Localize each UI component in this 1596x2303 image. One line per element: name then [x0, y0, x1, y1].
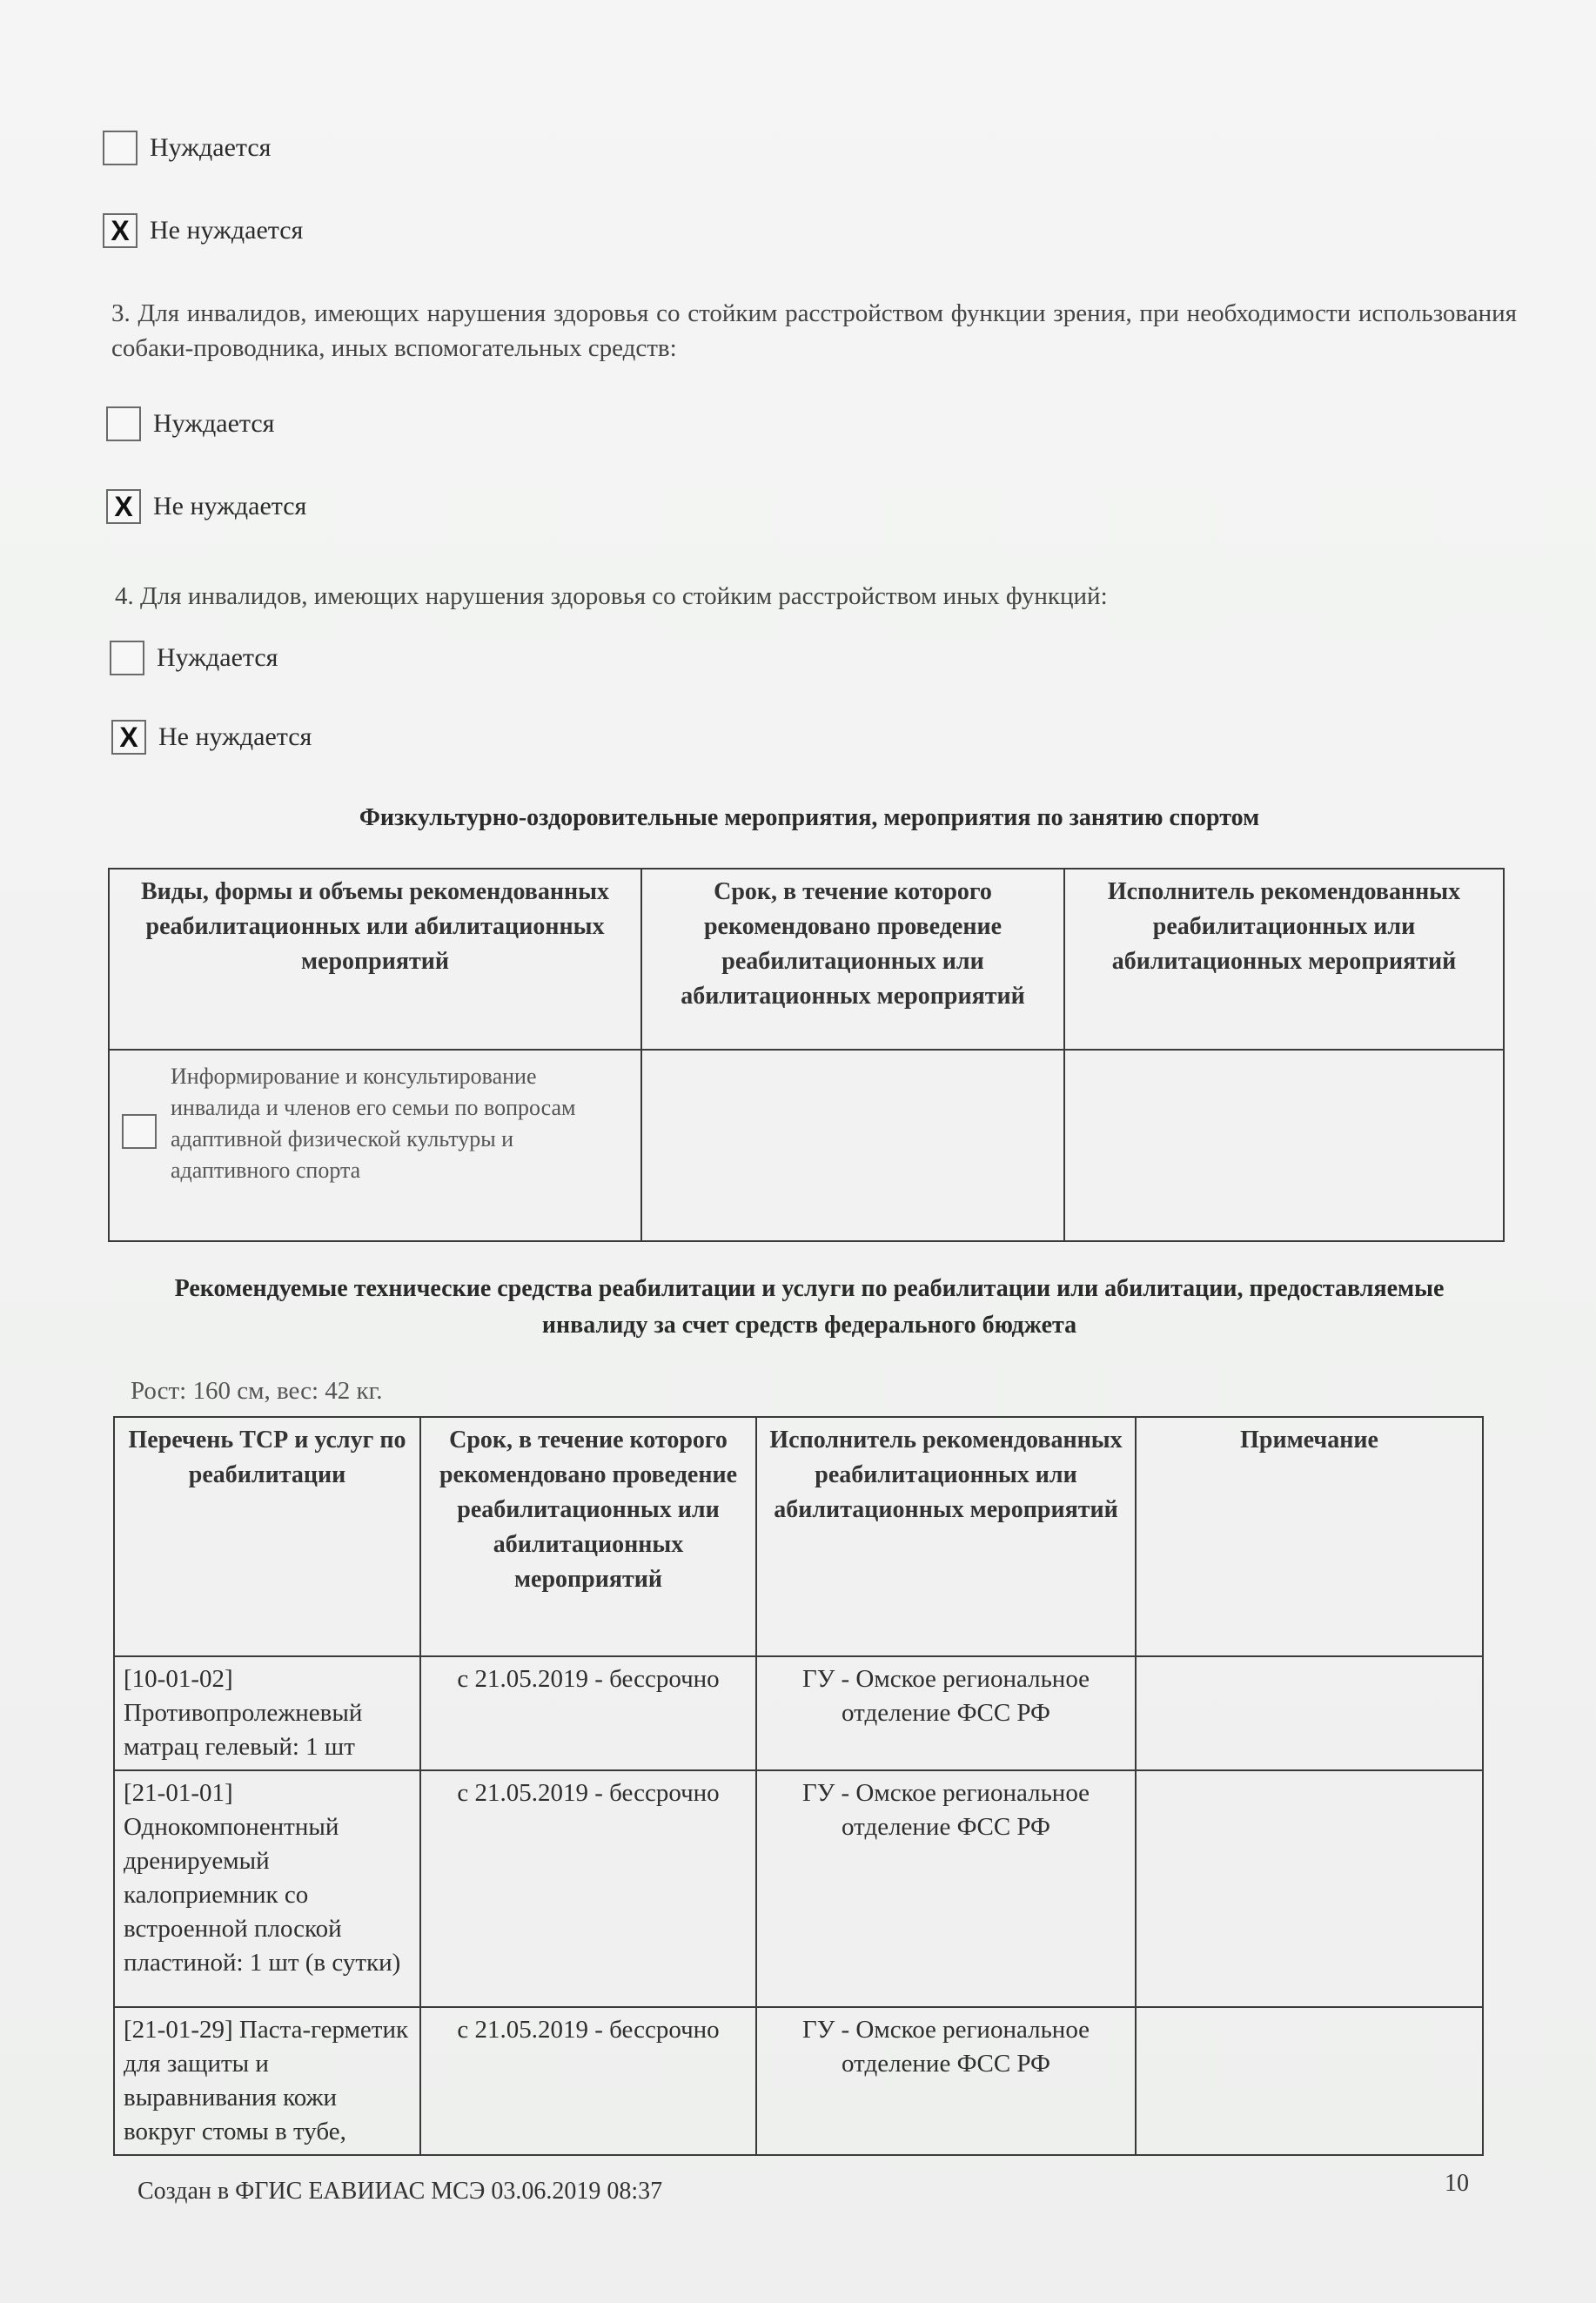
sport-header-executor: Исполнитель рекомендованных реабилитационных или абилитационных мероприятий [1064, 869, 1504, 1050]
needs-checkbox-s3[interactable] [106, 406, 141, 441]
sport-table-header-row [109, 869, 1504, 1050]
tsr-item: [10-01-02] Противопролежневый матрац гелевый: 1 шт [114, 1656, 420, 1770]
option-not-needs-s4[interactable] [111, 720, 312, 755]
section4-text: 4. Для инвалидов, имеющих нарушения здоровья со стойким расстройством иных функций: [115, 582, 1108, 610]
tsr-item: [21-01-01] Однокомпонентный дренируемый калоприемник со встроенной плоской пластиной: 1 шт (в сутки) [114, 1770, 420, 2007]
tsr-executor: ГУ - Омское региональное отделение ФСС РФ [756, 1770, 1136, 2007]
tsr-note [1136, 1770, 1483, 2007]
sport-item-text: Информирование и консультирование инвалида и членов его семьи по вопросам адаптивной физической культуры и адаптивного спорта [171, 1064, 576, 1183]
tsr-item: [21-01-29] Паста-герметик для защиты и выравнивания кожи вокруг стомы в тубе, [114, 2007, 420, 2155]
not-needs-label-s4: Не нуждается [158, 722, 312, 751]
tsr-table-header-row [114, 1417, 1483, 1656]
option-needs-s2[interactable] [103, 131, 271, 165]
option-needs-s4[interactable] [110, 641, 278, 675]
tsr-period: с 21.05.2019 - бессрочно [420, 2007, 756, 2155]
sport-cell-period [641, 1050, 1064, 1241]
needs-label-s3: Нуждается [153, 409, 275, 438]
sport-cell-executor [1064, 1050, 1504, 1241]
tsr-table-row [114, 2007, 1483, 2155]
option-needs-s3[interactable] [106, 406, 274, 441]
tsr-note [1136, 2007, 1483, 2155]
not-needs-checkbox-s4[interactable]: X [111, 720, 146, 755]
sport-header-kinds: Виды, формы и объемы рекомендованных реабилитационных или абилитационных мероприятий [109, 869, 641, 1050]
tsr-note [1136, 1656, 1483, 1770]
tsr-header-list: Перечень ТСР и услуг по реабилитации [114, 1417, 420, 1656]
tsr-table-row [114, 1656, 1483, 1770]
sport-heading: Физкультурно-оздоровительные мероприятия, мероприятия по занятию спортом [359, 804, 1260, 831]
option-not-needs-s3[interactable] [106, 489, 306, 524]
tsr-heading: Рекомендуемые технические средства реабилитации и услуги по реабилитации или абилитации, предоставляемые инвалиду за счет средств федерального бюджета [174, 1275, 1445, 1339]
sport-header-period: Срок, в течение которого рекомендовано проведение реабилитационных или абилитационных мероприятий [641, 869, 1064, 1050]
sport-table-row [109, 1050, 1504, 1241]
needs-label-s4: Нуждается [157, 643, 278, 672]
sport-item-checkbox[interactable] [122, 1114, 157, 1149]
needs-checkbox-s2[interactable] [103, 131, 137, 165]
tsr-executor: ГУ - Омское региональное отделение ФСС РФ [756, 1656, 1136, 1770]
needs-label-s2: Нуждается [150, 133, 272, 162]
tsr-header-period: Срок, в течение которого рекомендовано проведение реабилитационных или абилитационных мероприятий [420, 1417, 756, 1656]
height-weight: Рост: 160 см, вес: 42 кг. [131, 1377, 383, 1405]
section3-text: 3. Для инвалидов, имеющих нарушения здоровья со стойким расстройством функции зрения, при необходимости использования собаки-проводника, иных вспомогательных средств: [111, 299, 1517, 362]
tsr-header-executor: Исполнитель рекомендованных реабилитационных или абилитационных мероприятий [756, 1417, 1136, 1656]
tsr-period: с 21.05.2019 - бессрочно [420, 1770, 756, 2007]
tsr-header-note: Примечание [1136, 1417, 1483, 1656]
footer-created: Создан в ФГИС ЕАВИИАС МСЭ 03.06.2019 08:37 [137, 2178, 663, 2205]
not-needs-label-s2: Не нуждается [150, 216, 304, 245]
tsr-table [113, 1416, 1484, 2156]
not-needs-label-s3: Не нуждается [153, 492, 307, 520]
tsr-table-row [114, 1770, 1483, 2007]
option-not-needs-s2[interactable] [103, 213, 303, 248]
page-number: 10 [1445, 2170, 1469, 2197]
needs-checkbox-s4[interactable] [110, 641, 144, 675]
tsr-executor: ГУ - Омское региональное отделение ФСС РФ [756, 2007, 1136, 2155]
not-needs-checkbox-s2[interactable]: X [103, 213, 137, 248]
not-needs-checkbox-s3[interactable]: X [106, 489, 141, 524]
sport-cell-item [109, 1050, 641, 1241]
sport-table [108, 868, 1505, 1242]
tsr-period: с 21.05.2019 - бессрочно [420, 1656, 756, 1770]
